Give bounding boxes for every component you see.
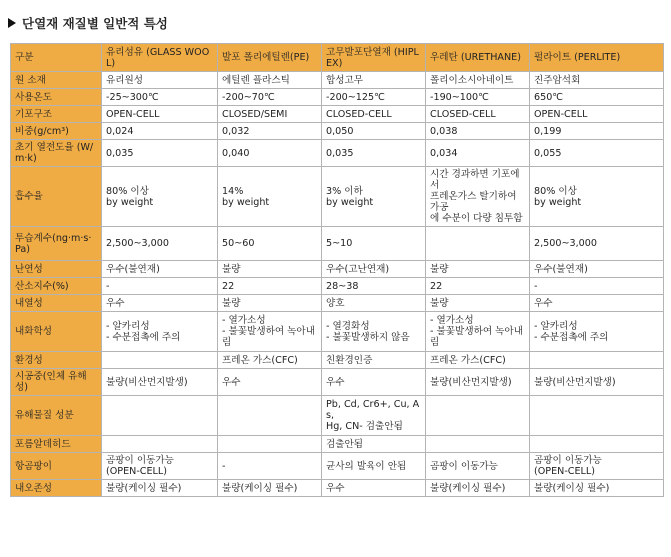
table-cell: 80% 이상 by weight bbox=[530, 167, 664, 227]
table-cell: CLOSED-CELL bbox=[322, 106, 426, 123]
table-cell: 불량 bbox=[218, 261, 322, 278]
table-row bbox=[11, 453, 664, 480]
table-row bbox=[11, 89, 664, 106]
table-cell: 0,035 bbox=[322, 140, 426, 167]
table-cell: 불량 bbox=[426, 295, 530, 312]
table-cell: OPEN-CELL bbox=[102, 106, 218, 123]
row-label: 유해물질 성분 bbox=[11, 396, 102, 436]
row-label: 시공중(인체 유해성) bbox=[11, 369, 102, 396]
table-cell: 우수(불연재) bbox=[530, 261, 664, 278]
table-cell: 곰팡이 이동가능 (OPEN-CELL) bbox=[102, 453, 218, 480]
table-row bbox=[11, 312, 664, 352]
column-header: 고무발포단열재 (HIPLEX) bbox=[322, 44, 426, 72]
row-label: 포름알데히드 bbox=[11, 436, 102, 453]
triangle-bullet-icon bbox=[8, 18, 16, 28]
table-cell: 불량(케이싱 필수) bbox=[530, 480, 664, 497]
table-cell bbox=[530, 352, 664, 369]
table-cell bbox=[102, 396, 218, 436]
table-cell bbox=[530, 436, 664, 453]
table-cell: 14% by weight bbox=[218, 167, 322, 227]
table-cell: 0,055 bbox=[530, 140, 664, 167]
row-label: 산소지수(%) bbox=[11, 278, 102, 295]
table-cell: 우수(고난연재) bbox=[322, 261, 426, 278]
table-cell: 50~60 bbox=[218, 227, 322, 261]
table-row bbox=[11, 480, 664, 497]
table-cell: -190~100℃ bbox=[426, 89, 530, 106]
page-title-text: 단열재 재질별 일반적 특성 bbox=[22, 16, 168, 31]
table-row bbox=[11, 123, 664, 140]
table-cell: 곰팡이 이동가능 (OPEN-CELL) bbox=[530, 453, 664, 480]
table-cell: 양호 bbox=[322, 295, 426, 312]
table-cell: 우수 bbox=[322, 480, 426, 497]
table-cell: 0,032 bbox=[218, 123, 322, 140]
table-cell: 0,024 bbox=[102, 123, 218, 140]
table-cell: - 열가소성 - 불꽃발생하여 녹아내림 bbox=[426, 312, 530, 352]
table-header-row bbox=[11, 44, 664, 72]
table-cell bbox=[426, 436, 530, 453]
row-label: 난연성 bbox=[11, 261, 102, 278]
table-cell: 불량(케이싱 필수) bbox=[426, 480, 530, 497]
table-cell: OPEN-CELL bbox=[530, 106, 664, 123]
table-cell bbox=[218, 396, 322, 436]
table-cell bbox=[426, 227, 530, 261]
table-cell: 650℃ bbox=[530, 89, 664, 106]
table-cell: 우수 bbox=[102, 295, 218, 312]
row-label: 흡수율 bbox=[11, 167, 102, 227]
table-row bbox=[11, 352, 664, 369]
table-cell: -200~125℃ bbox=[322, 89, 426, 106]
table-cell: 22 bbox=[426, 278, 530, 295]
table-cell: 우수 bbox=[530, 295, 664, 312]
table-cell: 불량 bbox=[426, 261, 530, 278]
table-cell: 22 bbox=[218, 278, 322, 295]
table-cell: 불량(케이싱 필수) bbox=[218, 480, 322, 497]
table-cell: 2,500~3,000 bbox=[102, 227, 218, 261]
row-label: 환경성 bbox=[11, 352, 102, 369]
column-header: 발포 폴리에틸렌(PE) bbox=[218, 44, 322, 72]
table-cell: 2,500~3,000 bbox=[530, 227, 664, 261]
table-cell: 프레온 가스(CFC) bbox=[218, 352, 322, 369]
table-cell: 0,040 bbox=[218, 140, 322, 167]
table-cell: - 알카리성 - 수분접촉에 주의 bbox=[530, 312, 664, 352]
table-cell: 불량(비산먼지발생) bbox=[102, 369, 218, 396]
row-label: 원 소재 bbox=[11, 72, 102, 89]
row-label: 기포구조 bbox=[11, 106, 102, 123]
table-row bbox=[11, 261, 664, 278]
page-title bbox=[8, 14, 168, 32]
row-label: 내화학성 bbox=[11, 312, 102, 352]
table-cell: 불량(케이싱 필수) bbox=[102, 480, 218, 497]
column-header: 유리섬유 (GLASS WOOL) bbox=[102, 44, 218, 72]
table-cell: - 열가소성 - 불꽃발생하여 녹아내림 bbox=[218, 312, 322, 352]
row-label: 내오존성 bbox=[11, 480, 102, 497]
table-cell bbox=[102, 436, 218, 453]
table-cell: 0,050 bbox=[322, 123, 426, 140]
table-cell: 28~38 bbox=[322, 278, 426, 295]
row-label: 내열성 bbox=[11, 295, 102, 312]
row-label: 투습계수(ng·m·s·Pa) bbox=[11, 227, 102, 261]
row-label: 사용온도 bbox=[11, 89, 102, 106]
table-row bbox=[11, 227, 664, 261]
table-row bbox=[11, 140, 664, 167]
table-cell: -25~300℃ bbox=[102, 89, 218, 106]
column-header: 우레탄 (URETHANE) bbox=[426, 44, 530, 72]
table-cell: 시간 경과하면 기포에서 프레온가스 탈기하여 가공 에 수분이 다량 침투함 bbox=[426, 167, 530, 227]
table-cell bbox=[530, 396, 664, 436]
spec-table bbox=[10, 43, 664, 497]
table-cell: 0,038 bbox=[426, 123, 530, 140]
table-row bbox=[11, 396, 664, 436]
row-label: 비중(g/cm³) bbox=[11, 123, 102, 140]
table-cell: 에틸렌 플라스틱 bbox=[218, 72, 322, 89]
table-row bbox=[11, 72, 664, 89]
table-cell: CLOSED/SEMI bbox=[218, 106, 322, 123]
table-row bbox=[11, 436, 664, 453]
table-cell: 폴리이소시아네이트 bbox=[426, 72, 530, 89]
table-cell: 0,199 bbox=[530, 123, 664, 140]
table-row bbox=[11, 369, 664, 396]
header-category: 구분 bbox=[11, 44, 102, 72]
table-cell: 친환경인증 bbox=[322, 352, 426, 369]
table-cell: 80% 이상 by weight bbox=[102, 167, 218, 227]
table-cell: 곰팡이 이동가능 bbox=[426, 453, 530, 480]
row-label: 초기 열전도율 (W/m·k) bbox=[11, 140, 102, 167]
table-cell: 유리원성 bbox=[102, 72, 218, 89]
table-cell: Pb, Cd, Cr6+, Cu, As, Hg, CN- 검출안됨 bbox=[322, 396, 426, 436]
table-cell: 3% 이하 by weight bbox=[322, 167, 426, 227]
table-cell: 진주암석회 bbox=[530, 72, 664, 89]
column-header: 펄라이트 (PERLITE) bbox=[530, 44, 664, 72]
row-label: 항곰팡이 bbox=[11, 453, 102, 480]
table-cell: - bbox=[102, 278, 218, 295]
table-cell bbox=[102, 352, 218, 369]
table-row bbox=[11, 167, 664, 227]
table-cell bbox=[426, 396, 530, 436]
table-cell: 불량(비산먼지발생) bbox=[530, 369, 664, 396]
table-cell: - 열경화성 - 불꽃발생하지 않음 bbox=[322, 312, 426, 352]
table-cell: 우수(불연재) bbox=[102, 261, 218, 278]
table-cell: - bbox=[218, 453, 322, 480]
table-cell: 검출안됨 bbox=[322, 436, 426, 453]
table-cell: 불량 bbox=[218, 295, 322, 312]
table-row bbox=[11, 278, 664, 295]
table-cell: 불량(비산먼지발생) bbox=[426, 369, 530, 396]
table-cell: 프레온 가스(CFC) bbox=[426, 352, 530, 369]
table-cell: - 알카리성 - 수분접촉에 주의 bbox=[102, 312, 218, 352]
table-cell: 5~10 bbox=[322, 227, 426, 261]
table-cell: 합성고무 bbox=[322, 72, 426, 89]
table-row bbox=[11, 295, 664, 312]
table-cell: 우수 bbox=[322, 369, 426, 396]
table-cell: 우수 bbox=[218, 369, 322, 396]
table-cell: CLOSED-CELL bbox=[426, 106, 530, 123]
table-cell: 균사의 발육이 안됨 bbox=[322, 453, 426, 480]
table-row bbox=[11, 106, 664, 123]
table-cell bbox=[218, 436, 322, 453]
table-cell: 0,034 bbox=[426, 140, 530, 167]
table-cell: - bbox=[530, 278, 664, 295]
table-cell: 0,035 bbox=[102, 140, 218, 167]
table-cell: -200~70℃ bbox=[218, 89, 322, 106]
